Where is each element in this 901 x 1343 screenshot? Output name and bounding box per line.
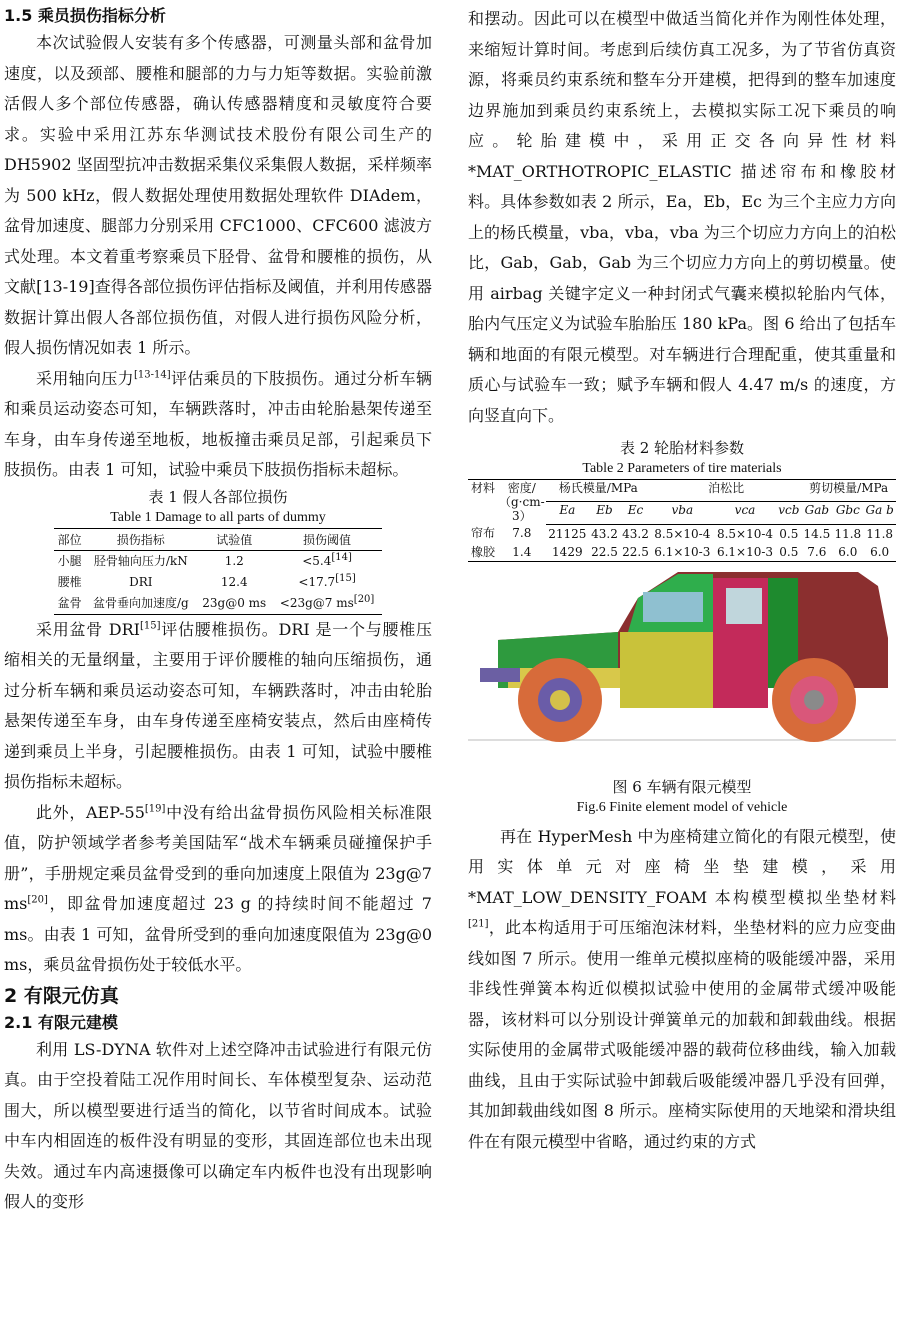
table-1-caption-cn: 表 1 假人各部位损伤: [148, 487, 288, 506]
right-column: [468, 4, 896, 1157]
paragraph-tire-model: 和摆动。因此可以在模型中做适当简化并作为刚性体处理，来缩短计算时间。考虑到后续仿真工况多，为了节省仿真资源，将乘员约束系统和整车分开建模，把得到的整车加速度边界施加到乘员约束系统上，去模拟实际工况下乘员的响应。轮胎建模中，采用正交各向异性材料*MAT_ORTHOTROPIC_ELASTIC 描述帘布和橡胶材料。具体参数如表 2 所示，Ea，Eb，Ec 为三个主应力方向上的杨氏模量，vba，vba，vba 为三个切应力方向上的泊松比，Gab，Gab，Gab 为三个切应力方向上的剪切模量。使用 airbag 关键字定义一种封闭式气囊来模拟轮胎内气体，胎内气压定义为试验车胎胎压 180 kPa。图 6 给出了包括车辆和地面的有限元模型。对车辆进行合理配重，使其重量和质心与试验车一致；赋予车辆和假人 4.47 m/s 的速度，方向竖直向下。: [468, 9, 896, 425]
table-header: 损伤阈值: [272, 528, 382, 550]
section-2-1-heading: 2.1 有限元建模: [4, 1012, 118, 1032]
section-2-heading: 2 有限元仿真: [4, 984, 119, 1007]
citation[interactable]: [21]: [468, 918, 489, 930]
table-row: 橡胶 1.4 1429 22.5 22.5 6.1×10-3 6.1×10-3 0.5 7.6 6.0 6.0: [470, 544, 890, 559]
table-1: [54, 528, 382, 615]
table-header: 部位: [54, 528, 85, 550]
citation[interactable]: [15]: [140, 620, 161, 632]
table-row: 腰椎 DRI 12.4 <17.7[15]: [57, 572, 356, 589]
paragraph-fe-modeling: 利用 LS-DYNA 软件对上述空降冲击试验进行有限元仿真。由于空投着陆工况作用时间长、车体模型复杂、运动范围大，所以模型要进行适当的简化，以节省时间成本。试验中车内相固连的板件没有明显的变形，其固连部位也未出现失效。通过车内高速摄像可以确定车内板件也没有出现影响假人的变形: [4, 1039, 432, 1211]
paragraph-lumbar: 采用盆骨 DRI[15]评估腰椎损伤。DRI 是一个与腰椎压缩相关的无量纲量，主要用于评价腰椎的轴向压缩损伤，通过分析车辆和乘员运动姿态可知，车辆跌落时，冲击由轮胎悬架传递至车身，由车身传递至座椅安装点，然后由座椅传递到乘员上半身，引起腰椎损伤。由表 1 可知，试验中腰椎损伤指标未超标。: [4, 619, 432, 791]
vehicle-fe-model-figure: [468, 568, 896, 768]
table-row: 帘布 7.8 21125 43.2 43.2 8.5×10-4 8.5×10-4 0.5 14.5 11.8 11.8: [470, 526, 894, 541]
citation[interactable]: [19]: [144, 803, 166, 815]
table-1-caption-en: Table 1 Damage to all parts of dummy: [110, 509, 326, 525]
table-header: 剪切模量/MPa: [801, 480, 896, 502]
citation[interactable]: [13-14]: [134, 369, 171, 381]
left-column: [4, 4, 432, 1218]
table-2: 材料 密度/（g·cm-3） 杨氏模量/MPa 泊松比 剪切模量/MPa Ea Eb Ec vba vca vcb Gab Gbc Ga b 帘布 7.8 21125 43.2 43.2 8.5×10-4 8.5×10-4 0.5 14.5 11.8 11.8 橡胶 1.4 1429 22.5 22.5 6.1×10-3 6.1×10-3 0.5 7.6 6.0 6.0: [468, 479, 896, 562]
table-header: 密度/（g·cm-3）: [499, 481, 545, 523]
paragraph-pelvis: 此外，AEP-55[19]中没有给出盆骨损伤风险相关标准限值，防护领域学者参考美国陆军“战术车辆乘员碰撞保护手册”，手册规定乘员盆骨受到的垂向加速度上限值为 23g@7 ms[20]，即盆骨加速度超过 23 g 的持续时间不能超过 7 ms。由表 1 可知，盆骨所受到的垂向加速度限值为 23g@0 ms，乘员盆骨损伤处于较低水平。: [4, 802, 432, 974]
section-1-5-heading: 1.5 乘员损伤指标分析: [4, 6, 166, 25]
table-row: 小腿 胫骨轴向压力/kN 1.2 <5.4[14]: [57, 551, 352, 568]
table-header: 损伤指标: [85, 528, 196, 550]
figure-6-caption-en: Fig.6 Finite element model of vehicle: [576, 799, 788, 815]
paragraph-lower-limb: 采用轴向压力[13-14]评估乘员的下肢损伤。通过分析车辆和乘员运动姿态可知，车辆跌落时，冲击由轮胎悬架传递至车身，由车身传递至地板，地板撞击乘员足部，引起乘员下肢损伤。由表 1 可知，试验中乘员下肢损伤指标未超标。: [4, 368, 432, 479]
table-2-caption-en: Table 2 Parameters of tire materials: [582, 461, 782, 476]
table-2-caption-cn: 表 2 轮胎材料参数: [619, 439, 745, 457]
figure-6-caption-cn: 图 6 车辆有限元模型: [612, 777, 752, 796]
paragraph-sensors: 本次试验假人安装有多个传感器，可测量头部和盆骨加速度，以及颈部、腰椎和腿部的力与力矩等数据。实验前激活假人多个部位传感器，确认传感器精度和灵敏度符合要求。实验中采用江苏东华测试技术股份有限公司生产的 DH5902 坚固型抗冲击数据采集仪采集假人数据，采样频率为 500 kHz，假人数据处理使用数据处理软件 DIAdem，盆骨加速度、腿部力分别采用 CFC1000、CFC600 滤波方式处理。本文着重考察乘员下胫骨、盆骨和腰椎的损伤，从文献[13-19]查得各部位损伤评估指标及阈值，并利用传感器数据计算出假人各部位损伤值，对假人进行损伤风险分析，假人损伤情况如表 1 所示。: [4, 33, 432, 357]
vehicle-model-image: [468, 568, 896, 768]
table-header: 材料: [470, 481, 495, 495]
table-row: 盆骨 盆骨垂向加速度/g 23g@0 ms <23g@7 ms[20]: [57, 593, 375, 610]
paragraph-seat-model: 再在 HyperMesh 中为座椅建立简化的有限元模型，使用实体单元对座椅坐垫建模，采用*MAT_LOW_DENSITY_FOAM 本构模型模拟坐垫材料[21]，此本构适用于可压缩泡沫材料，坐垫材料的应力应变曲线如图 7 所示。使用一维单元模拟座椅的吸能缓冲器，采用非线性弹簧本构近似模拟试验中使用的金属带式缓冲吸能器，该材料可以分别设计弹簧单元的加载和卸载曲线。根据实际使用的金属带式吸能缓冲器的载荷位移曲线，输入加载曲线，且由于实际试验中卸载后吸能缓冲器几乎没有回弹，其加卸载曲线如图 8 所示。座椅实际使用的天地梁和滑块组件在有限元模型中省略，通过约束的方式: [468, 826, 896, 1151]
table-header: 泊松比: [651, 480, 801, 502]
table-header: 试验值: [196, 528, 272, 550]
table-header: 杨氏模量/MPa: [546, 480, 651, 502]
citation[interactable]: [20]: [27, 894, 48, 906]
